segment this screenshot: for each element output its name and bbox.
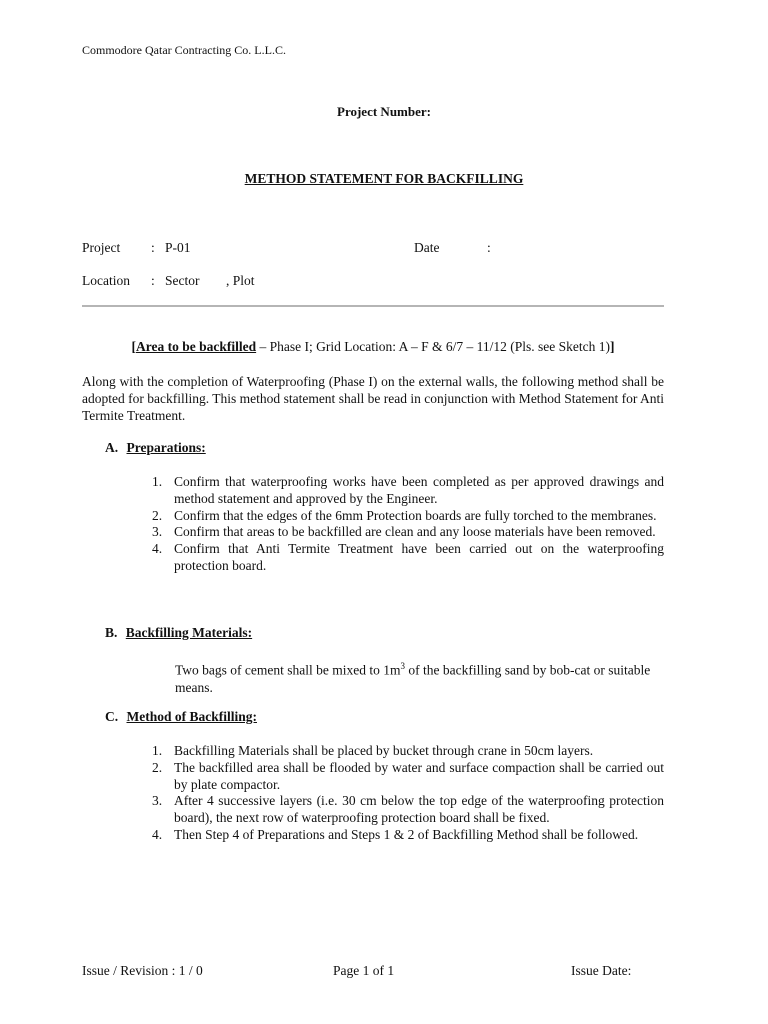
section-a-heading	[105, 440, 206, 456]
item-number: 4.	[152, 541, 163, 557]
list-item	[146, 743, 664, 760]
location-sector: Sector	[165, 273, 200, 288]
list-item	[146, 524, 664, 541]
item-text: Confirm that the edges of the 6mm Protection boards are fully torched to the membranes.	[174, 507, 657, 523]
item-text: The backfilled area shall be flooded by water and surface compaction shall be carried out by plate compactor.	[174, 759, 664, 792]
item-text: After 4 successive layers (i.e. 30 cm below the top edge of the waterproofing protection board), the next row of waterproofing protection board shall be fixed.	[174, 793, 664, 826]
section-c-heading	[105, 709, 257, 725]
item-number: 2.	[152, 759, 163, 775]
item-text: Confirm that areas to be backfilled are clean and any loose materials have been removed.	[174, 524, 656, 540]
section-c-letter: C.	[105, 709, 119, 724]
item-text: Backfilling Materials shall be placed by bucket through crane in 50cm layers.	[174, 743, 594, 758]
item-number: 1.	[152, 474, 163, 489]
materials-text-before: Two bags of cement shall be mixed to 1m	[175, 662, 401, 678]
item-text: Confirm that Anti Termite Treatment have been carried out on the waterproofing protection board.	[174, 541, 664, 573]
item-number: 1.	[152, 743, 163, 758]
list-item	[146, 760, 664, 794]
date-separator: :	[487, 240, 491, 255]
issue-date: Issue Date:	[571, 963, 632, 978]
materials-superscript: 3	[400, 661, 406, 671]
area-open-bracket: [	[131, 339, 136, 354]
preparations-list	[146, 474, 664, 575]
page-number: Page 1 of 1	[333, 963, 395, 978]
project-value: P-01	[165, 240, 191, 255]
project-label: Project	[82, 240, 121, 255]
list-item	[146, 541, 664, 575]
intro-paragraph: Along with the completion of Waterproofing (Phase I) on the external walls, the following method shall be adopted for backfilling. This method statement shall be read in conjunction with Method Statement for Anti Termite Treatment.	[82, 374, 664, 423]
list-item	[146, 827, 664, 844]
materials-text-after: of the backfilling sand by bob-cat or suitable means.	[175, 662, 651, 695]
item-text: Then Step 4 of Preparations and Steps 1 & 2 of Backfilling Method shall be followed.	[174, 826, 639, 842]
document-title: METHOD STATEMENT FOR BACKFILLING	[244, 171, 524, 186]
project-number-label: Project Number:	[337, 104, 431, 119]
location-separator: :	[151, 273, 155, 288]
area-label: Area to be backfilled	[136, 339, 257, 354]
list-item	[146, 793, 664, 827]
issue-revision: Issue / Revision : 1 / 0	[82, 963, 203, 978]
section-a-title: Preparations:	[126, 440, 206, 455]
date-label: Date	[414, 240, 440, 255]
section-c-title: Method of Backfilling:	[126, 709, 257, 724]
item-number: 3.	[152, 524, 163, 540]
area-statement	[82, 339, 664, 355]
method-list	[146, 743, 664, 844]
item-number: 4.	[152, 826, 163, 842]
area-close-bracket: ]	[609, 339, 615, 354]
section-b-title: Backfilling Materials:	[125, 625, 253, 640]
backfilling-materials-text	[175, 658, 664, 696]
section-b-letter: B.	[105, 625, 118, 640]
location-plot: , Plot	[226, 273, 255, 288]
header-divider	[82, 305, 664, 307]
list-item	[146, 474, 664, 508]
company-name: Commodore Qatar Contracting Co. L.L.C.	[82, 43, 286, 57]
area-text: – Phase I; Grid Location: A – F & 6/7 – 11/12 (Pls. see Sketch 1)	[256, 339, 610, 354]
location-label: Location	[82, 273, 130, 288]
section-a-letter: A.	[105, 440, 119, 455]
section-b-heading	[105, 625, 252, 641]
item-number: 2.	[152, 507, 163, 523]
item-text: Confirm that waterproofing works have been completed as per approved drawings and method statement and approved by the Engineer.	[174, 474, 664, 506]
project-separator: :	[151, 240, 155, 255]
list-item	[146, 508, 664, 525]
item-number: 3.	[152, 793, 163, 809]
